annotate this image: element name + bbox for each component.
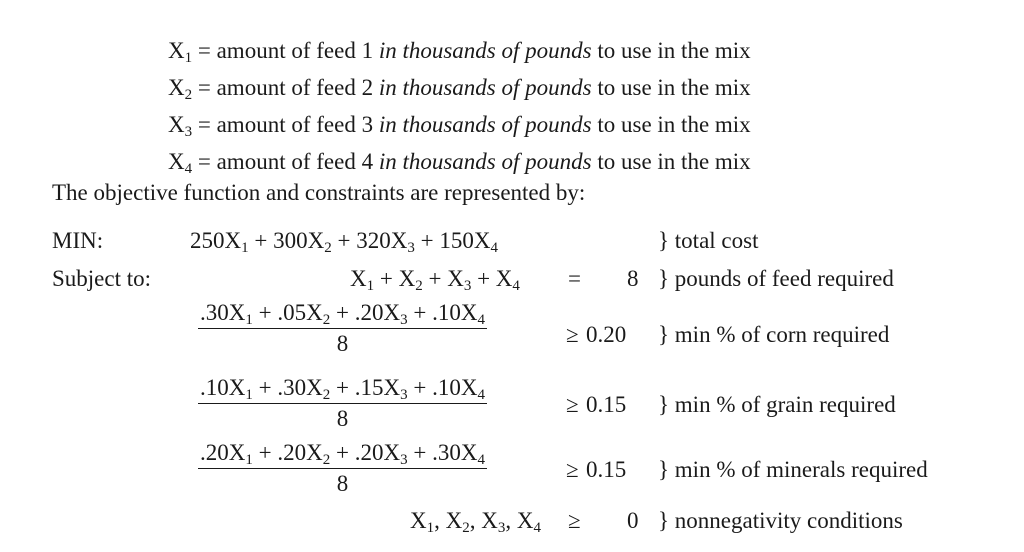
constraint-minerals-fraction: [198, 440, 487, 495]
definition-units: in thousands of pounds: [378, 112, 592, 137]
variable: $X_1$: [168, 38, 193, 66]
objective-label: MIN:: [52, 228, 104, 253]
definition-text: to use in the mix: [591, 75, 751, 100]
constraint-total-operator: =: [568, 266, 581, 291]
objective-comment: } total cost: [658, 228, 759, 253]
fraction-numerator: $.10X_1 + .30X_2 + .15X_3 + .10X_4$: [200, 375, 485, 403]
constraint-grain-fraction: [198, 375, 487, 430]
fraction-denominator: 8: [336, 471, 349, 496]
definition-text: to use in the mix: [591, 38, 751, 63]
definition-text: = amount of feed 4: [192, 149, 379, 174]
fraction-numerator: $.30X_1 + .05X_2 + .20X_3 + .10X_4$: [200, 300, 485, 328]
subject-to-label: Subject to:: [52, 266, 152, 291]
variable-definitions: [168, 32, 751, 180]
objective-expression: $250X_1 + 300X_2 + 320X_3 + 150X_4$: [190, 228, 498, 256]
constraint-nonnegativity-rhs: 0: [627, 508, 639, 533]
definition-line-x3: [168, 106, 751, 143]
definition-text: = amount of feed 3: [192, 112, 379, 137]
constraint-total-lhs: $X_1 + X_2 + X_3 + X_4$: [350, 266, 520, 294]
constraint-nonnegativity-lhs: $X_1$, $X_2$, $X_3$, $X_4$: [410, 508, 541, 536]
intro-text: The objective function and constraints are represented by:: [52, 180, 586, 205]
constraint-grain-comment: } min % of grain required: [658, 392, 896, 417]
constraint-grain-operator: ≥: [566, 392, 579, 417]
fraction-denominator: 8: [336, 406, 349, 431]
variable: $X_2$: [168, 75, 193, 103]
constraint-nonnegativity-operator: ≥: [568, 508, 581, 533]
definition-text: = amount of feed 2: [192, 75, 379, 100]
constraint-corn-comment: } min % of corn required: [658, 322, 890, 347]
constraint-total-comment: } pounds of feed required: [658, 266, 894, 291]
definition-units: in thousands of pounds: [378, 75, 592, 100]
definition-text: to use in the mix: [591, 149, 751, 174]
definition-units: in thousands of pounds: [378, 38, 592, 63]
variable: $X_3$: [168, 112, 193, 140]
constraint-minerals-comment: } min % of minerals required: [658, 457, 928, 482]
constraint-minerals-operator: ≥: [566, 457, 579, 482]
constraint-total-rhs: 8: [627, 266, 639, 291]
constraint-corn-operator: ≥: [566, 322, 579, 347]
variable: $X_4$: [168, 149, 193, 177]
definition-text: = amount of feed 1: [192, 38, 379, 63]
definition-line-x2: [168, 69, 751, 106]
constraint-grain-rhs: 0.15: [586, 392, 627, 417]
constraint-nonnegativity-comment: } nonnegativity conditions: [658, 508, 903, 533]
definition-line-x1: [168, 32, 751, 69]
constraint-corn-fraction: [198, 300, 487, 355]
definition-text: to use in the mix: [591, 112, 751, 137]
definition-units: in thousands of pounds: [378, 149, 592, 174]
constraint-minerals-rhs: 0.15: [586, 457, 627, 482]
constraint-corn-rhs: 0.20: [586, 322, 627, 347]
definition-line-x4: [168, 143, 751, 180]
fraction-denominator: 8: [336, 331, 349, 356]
fraction-numerator: $.20X_1 + .20X_2 + .20X_3 + .30X_4$: [200, 440, 485, 468]
